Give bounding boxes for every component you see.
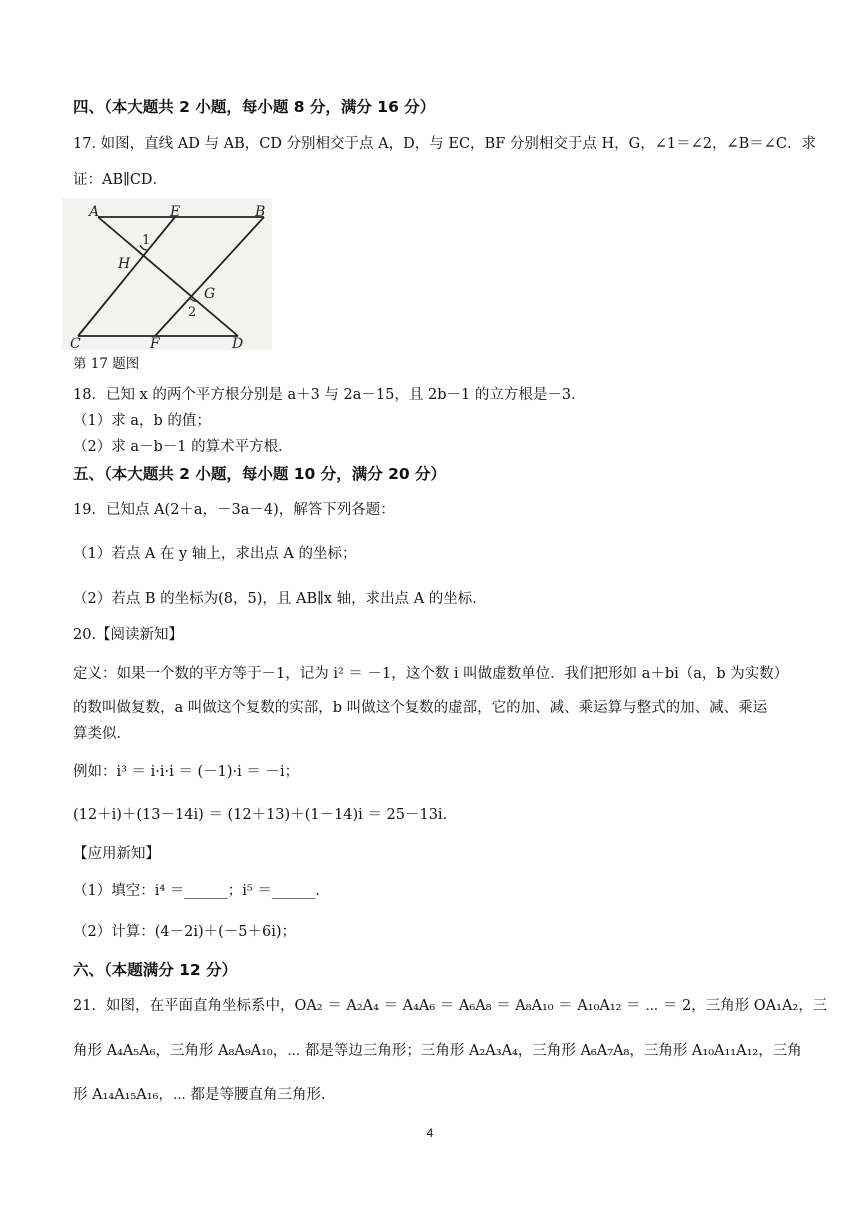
q17-caption: 第 17 题图 xyxy=(73,356,140,372)
figure-background xyxy=(62,198,272,350)
q20-part1: （1）填空：i⁴ ＝______；i⁵ ＝______． xyxy=(73,883,330,899)
label-H: H xyxy=(118,256,131,272)
q17-figure xyxy=(62,198,272,350)
q20-example-line2: (12＋i)＋(13－14i) ＝ (12＋13)＋(1－14)i ＝ 25－13i． xyxy=(73,807,458,823)
section-5-heading: 五、（本大题共 2 小题，每小题 10 分，满分 20 分） xyxy=(73,465,447,483)
section-6-heading: 六、（本题满分 12 分） xyxy=(73,961,238,979)
q17-text-line2: 证：AB∥CD． xyxy=(73,172,168,188)
q21-text-line3: 形 A₁₄A₁₅A₁₆，⋯ 都是等腰直角三角形． xyxy=(73,1087,336,1103)
q18-part1: （1）求 a，b 的值； xyxy=(73,413,211,429)
q18-stem: 18．已知 x 的两个平方根分别是 a＋3 与 2a－15，且 2b－1 的立方根是－3． xyxy=(73,387,586,403)
label-A: A xyxy=(89,204,100,220)
label-B: B xyxy=(255,204,266,220)
label-C: C xyxy=(70,336,81,350)
q19-stem: 19．已知点 A(2＋a，－3a－4)，解答下列各题： xyxy=(73,502,395,518)
q20-definition-line2: 的数叫做复数，a 叫做这个复数的实部，b 叫做这个复数的虚部，它的加、减、乘运算与整式的加、减、乘运 xyxy=(73,700,768,716)
section-4-heading: 四、（本大题共 2 小题，每小题 8 分，满分 16 分） xyxy=(73,98,436,116)
q19-part2: （2）若点 B 的坐标为(8，5)，且 AB∥x 轴，求出点 A 的坐标． xyxy=(73,591,487,607)
q20-example-line1: 例如：i³ ＝ i·i·i ＝ (－1)·i ＝ －i； xyxy=(73,764,300,780)
q17-text-line1: 17. 如图，直线 AD 与 AB，CD 分别相交于点 A，D，与 EC，BF 分别相交于点 H，G，∠1＝∠2，∠B＝∠C．求 xyxy=(73,136,817,152)
label-E: E xyxy=(170,204,181,220)
label-D: D xyxy=(232,336,244,350)
label-G: G xyxy=(204,286,216,302)
label-angle-2: 2 xyxy=(188,305,197,320)
q21-text-line1: 21．如图，在平面直角坐标系中，OA₂ ＝ A₂A₄ ＝ A₄A₆ ＝ A₆A₈ ＝ A₈A₁₀ ＝ A₁₀A₁₂ ＝ ⋯ ＝ 2，三角形 OA₁A₂，三 xyxy=(73,998,828,1014)
page-number: 4 xyxy=(426,1126,434,1140)
q20-title: 20.【阅读新知】 xyxy=(73,627,184,643)
label-angle-1: 1 xyxy=(142,233,151,248)
q21-text-line2: 角形 A₄A₅A₆，三角形 A₈A₉A₁₀，⋯ 都是等边三角形；三角形 A₂A₃A₄，三角形 A₆A₇A₈，三角形 A₁₀A₁₁A₁₂，三角 xyxy=(73,1043,802,1059)
q19-part1: （1）若点 A 在 y 轴上，求出点 A 的坐标； xyxy=(73,546,357,562)
q18-part2: （2）求 a－b－1 的算术平方根． xyxy=(73,439,293,455)
label-F: F xyxy=(150,336,160,350)
q20-definition-line1: 定义：如果一个数的平方等于－1，记为 i² ＝ －1，这个数 i 叫做虚数单位．我们把形如 a＋bi（a，b 为实数） xyxy=(73,666,789,682)
q20-apply-heading: 【应用新知】 xyxy=(73,846,160,862)
q20-definition-line3: 算类似． xyxy=(73,726,131,742)
q20-part2: （2）计算：(4－2i)＋(－5＋6i)； xyxy=(73,924,297,940)
